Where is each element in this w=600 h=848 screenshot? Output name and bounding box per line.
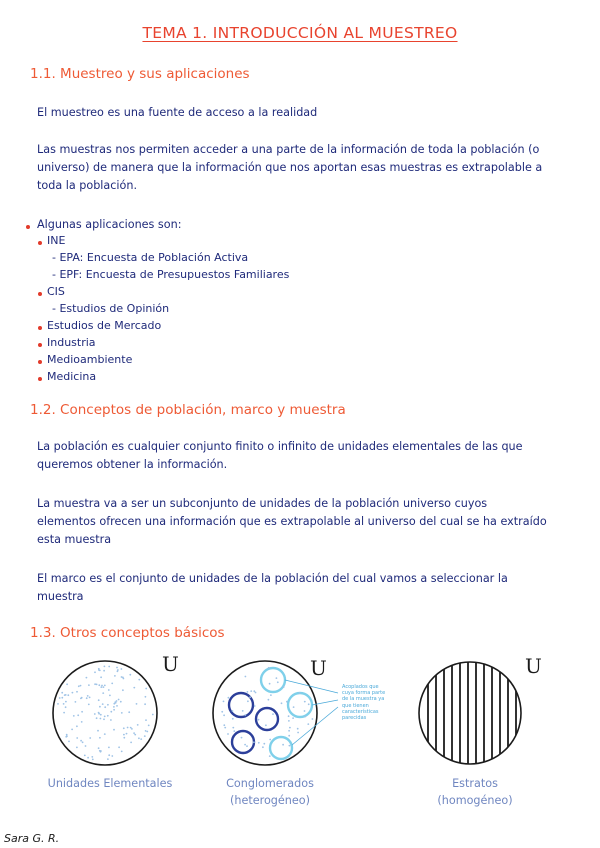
- element-dot: [146, 731, 148, 733]
- element-dot: [269, 755, 271, 757]
- element-dot: [108, 689, 110, 691]
- element-dot: [65, 701, 67, 703]
- element-dot: [262, 746, 264, 748]
- element-dot: [107, 758, 109, 760]
- element-dot: [66, 734, 68, 736]
- list-item: - EPA: Encuesta de Población Activa: [52, 251, 249, 264]
- element-dot: [233, 730, 235, 732]
- element-dot: [269, 683, 271, 685]
- element-dot: [297, 732, 299, 734]
- author-signature: Sara G. R.: [4, 832, 60, 845]
- element-dot: [258, 719, 260, 721]
- bullet-icon: [38, 241, 42, 245]
- element-dot: [277, 681, 279, 683]
- element-dot: [104, 666, 106, 668]
- element-dot: [268, 667, 270, 669]
- element-dot: [88, 704, 90, 706]
- section-heading-3: 1.3. Otros conceptos básicos: [30, 625, 225, 641]
- element-dot: [244, 714, 246, 716]
- element-dot: [81, 711, 83, 713]
- element-dot: [118, 699, 120, 701]
- element-dot: [144, 735, 146, 737]
- element-dot: [223, 714, 225, 716]
- element-dot: [57, 703, 59, 705]
- paragraph-muestras: Las muestras nos permiten acceder a una parte de la información de toda la población (o universo) de manera que la información que nos aportan esas muestras es extrapolable a toda la población.: [37, 143, 543, 192]
- element-dot: [126, 733, 128, 735]
- element-dot: [63, 703, 65, 705]
- element-dot: [82, 741, 84, 743]
- element-dot: [129, 674, 131, 676]
- element-dot: [64, 694, 66, 696]
- section-heading-1: 1.1. Muestreo y sus aplicaciones: [30, 66, 250, 82]
- caption-clusters: Conglomerados (heterogéneo): [226, 777, 314, 807]
- element-dot: [307, 723, 309, 725]
- element-dot: [265, 724, 267, 726]
- element-dot: [123, 727, 125, 729]
- element-dot: [293, 706, 295, 708]
- element-dot: [91, 756, 93, 758]
- bullet-icon: [38, 360, 42, 364]
- list-item: Industria: [47, 336, 96, 349]
- element-dot: [249, 696, 251, 698]
- element-dot: [289, 745, 291, 747]
- elemental-units-diagram: [40, 655, 180, 770]
- element-dot: [145, 688, 147, 690]
- element-dot: [138, 679, 140, 681]
- element-dot: [86, 677, 88, 679]
- element-dot: [305, 716, 307, 718]
- element-dot: [258, 742, 260, 744]
- element-dot: [81, 697, 83, 699]
- element-dot: [247, 691, 249, 693]
- element-dot: [253, 741, 255, 743]
- element-dot: [288, 720, 290, 722]
- element-dot: [108, 754, 110, 756]
- element-dot: [130, 742, 132, 744]
- bullet-icon: [38, 292, 42, 296]
- element-dot: [145, 730, 147, 732]
- element-dot: [223, 724, 225, 726]
- element-dot: [299, 692, 301, 694]
- element-dot: [96, 717, 98, 719]
- list-item: - Estudios de Opinión: [52, 302, 170, 315]
- element-dot: [109, 695, 111, 697]
- element-dot: [98, 669, 100, 671]
- list-item: INE: [47, 234, 66, 247]
- bullet-icon: [38, 343, 42, 347]
- element-dot: [114, 675, 116, 677]
- element-dot: [138, 737, 140, 739]
- element-dot: [232, 727, 234, 729]
- element-dot: [136, 703, 138, 705]
- element-dot: [71, 729, 73, 731]
- element-dot: [61, 692, 63, 694]
- paragraph-muestra: La muestra va a ser un subconjunto de unidades de la población universo cuyos elementos ofrecen una información que es extrapolable al universo del cual se ha extraído esta muestra: [37, 497, 547, 546]
- list-item: Medicina: [47, 370, 97, 383]
- element-dot: [148, 725, 150, 727]
- universe-label: U: [310, 656, 327, 680]
- element-dot: [289, 727, 291, 729]
- element-dot: [221, 711, 223, 713]
- element-dot: [254, 705, 256, 707]
- element-dot: [108, 747, 110, 749]
- element-dot: [99, 737, 101, 739]
- element-dot: [270, 694, 272, 696]
- element-dot: [144, 703, 146, 705]
- element-dot: [288, 730, 290, 732]
- element-dot: [121, 712, 123, 714]
- element-dot: [92, 759, 94, 761]
- element-dot: [224, 727, 226, 729]
- element-dot: [121, 751, 123, 753]
- element-dot: [59, 697, 61, 699]
- element-dot: [89, 697, 91, 699]
- list-item: Estudios de Mercado: [47, 319, 162, 332]
- element-dot: [100, 686, 102, 688]
- element-dot: [73, 715, 75, 717]
- element-dot: [116, 705, 118, 707]
- element-dot: [246, 745, 248, 747]
- section-heading-2: 1.2. Conceptos de población, marco y muestra: [30, 402, 346, 418]
- element-dot: [80, 740, 82, 742]
- element-dot: [250, 690, 252, 692]
- element-dot: [241, 737, 243, 739]
- element-dot: [223, 701, 225, 703]
- strata-diagram: [415, 655, 535, 770]
- element-dot: [77, 714, 79, 716]
- element-dot: [84, 755, 86, 757]
- element-dot: [128, 711, 130, 713]
- list-item: Medioambiente: [47, 353, 133, 366]
- list-item: CIS: [47, 285, 65, 298]
- element-dot: [103, 718, 105, 720]
- element-dot: [100, 718, 102, 720]
- element-dot: [88, 684, 90, 686]
- element-dot: [101, 685, 103, 687]
- element-dot: [232, 710, 234, 712]
- bullet-icon: [26, 225, 30, 229]
- paragraph-muestreo: El muestreo es una fuente de acceso a la realidad: [37, 106, 318, 119]
- element-dot: [85, 745, 87, 747]
- element-dot: [116, 700, 118, 702]
- element-dot: [297, 728, 299, 730]
- element-dot: [137, 724, 139, 726]
- element-dot: [98, 712, 100, 714]
- element-dot: [282, 744, 284, 746]
- element-dot: [145, 719, 147, 721]
- element-dot: [80, 685, 82, 687]
- element-dot: [103, 670, 105, 672]
- paragraph-poblacion: La población es cualquier conjunto finito o infinito de unidades elementales de las que queremos obtener la información.: [37, 440, 523, 471]
- element-dot: [110, 711, 112, 713]
- element-dot: [104, 685, 106, 687]
- element-dot: [104, 706, 106, 708]
- element-dot: [67, 694, 69, 696]
- bullet-icon: [38, 377, 42, 381]
- element-dot: [111, 755, 113, 757]
- element-dot: [65, 706, 67, 708]
- element-dot: [134, 734, 136, 736]
- universe-label: U: [162, 652, 179, 676]
- element-dot: [308, 703, 310, 705]
- element-dot: [304, 701, 306, 703]
- element-dot: [272, 713, 274, 715]
- element-dot: [94, 671, 96, 673]
- element-dot: [281, 702, 283, 704]
- element-dot: [117, 670, 119, 672]
- element-dot: [113, 706, 115, 708]
- element-dot: [104, 733, 106, 735]
- element-dot: [123, 678, 125, 680]
- caption-strata: Estratos (homogéneo): [437, 777, 513, 807]
- element-dot: [283, 686, 285, 688]
- element-dot: [263, 743, 265, 745]
- element-dot: [121, 676, 123, 678]
- element-dot: [253, 690, 255, 692]
- element-dot: [99, 706, 101, 708]
- element-dot: [108, 666, 110, 668]
- element-dot: [269, 739, 271, 741]
- caption-elemental-units: Unidades Elementales: [47, 777, 173, 790]
- element-dot: [232, 718, 234, 720]
- element-dot: [292, 717, 294, 719]
- element-dot: [66, 735, 68, 737]
- element-dot: [78, 685, 80, 687]
- element-dot: [122, 689, 124, 691]
- element-dot: [98, 699, 100, 701]
- element-dot: [244, 744, 246, 746]
- element-dot: [76, 737, 78, 739]
- element-dot: [94, 713, 96, 715]
- element-dot: [312, 718, 314, 720]
- element-dot: [104, 716, 106, 718]
- element-dot: [76, 691, 78, 693]
- element-dot: [113, 709, 115, 711]
- element-dot: [75, 701, 77, 703]
- element-dot: [123, 737, 125, 739]
- element-dot: [87, 695, 89, 697]
- element-dot: [100, 714, 102, 716]
- element-dot: [72, 692, 74, 694]
- element-dot: [118, 746, 120, 748]
- element-dot: [123, 734, 125, 736]
- element-dot: [133, 732, 135, 734]
- bullet-icon: [38, 326, 42, 330]
- element-dot: [87, 757, 89, 759]
- element-dot: [98, 684, 100, 686]
- element-dot: [268, 699, 270, 701]
- element-dot: [145, 696, 147, 698]
- element-dot: [61, 697, 63, 699]
- element-dot: [110, 719, 112, 721]
- element-dot: [111, 683, 113, 685]
- element-dot: [103, 686, 105, 688]
- page-title: TEMA 1. INTRODUCCIÓN AL MUESTREO: [142, 24, 458, 42]
- element-dot: [130, 727, 132, 729]
- element-dot: [288, 715, 290, 717]
- paragraph-marco: El marco es el conjunto de unidades de la población del cual vamos a seleccionar la muestra: [37, 572, 508, 603]
- element-dot: [66, 683, 68, 685]
- element-dot: [245, 676, 247, 678]
- universe-label: U: [525, 654, 542, 678]
- element-dot: [97, 730, 99, 732]
- element-dot: [286, 701, 288, 703]
- element-dot: [81, 721, 83, 723]
- element-dot: [68, 741, 70, 743]
- element-dot: [76, 747, 78, 749]
- element-dot: [76, 725, 78, 727]
- list-item: - EPF: Encuesta de Presupuestos Familiares: [52, 268, 290, 281]
- element-dot: [228, 697, 230, 699]
- element-dot: [120, 701, 122, 703]
- element-dot: [116, 667, 118, 669]
- element-dot: [86, 697, 88, 699]
- element-dot: [247, 700, 249, 702]
- element-dot: [96, 684, 98, 686]
- element-dot: [100, 750, 102, 752]
- element-dot: [98, 747, 100, 749]
- element-dot: [242, 710, 244, 712]
- element-dot: [107, 704, 109, 706]
- element-dot: [133, 687, 135, 689]
- element-dot: [140, 738, 142, 740]
- element-dot: [304, 710, 306, 712]
- element-dot: [63, 712, 65, 714]
- element-dot: [276, 677, 278, 679]
- list-item: Algunas aplicaciones son:: [37, 218, 182, 231]
- element-dot: [152, 714, 154, 716]
- element-dot: [288, 735, 290, 737]
- element-dot: [89, 737, 91, 739]
- element-dot: [227, 733, 229, 735]
- element-dot: [113, 729, 115, 731]
- element-dot: [107, 715, 109, 717]
- cluster-note: Acoplados que cuya forma parte de la muestra ya que tienen características parecidas: [342, 684, 386, 722]
- element-dot: [127, 727, 129, 729]
- element-dot: [100, 676, 102, 678]
- element-dot: [102, 692, 104, 694]
- element-dot: [121, 668, 123, 670]
- element-dot: [102, 703, 104, 705]
